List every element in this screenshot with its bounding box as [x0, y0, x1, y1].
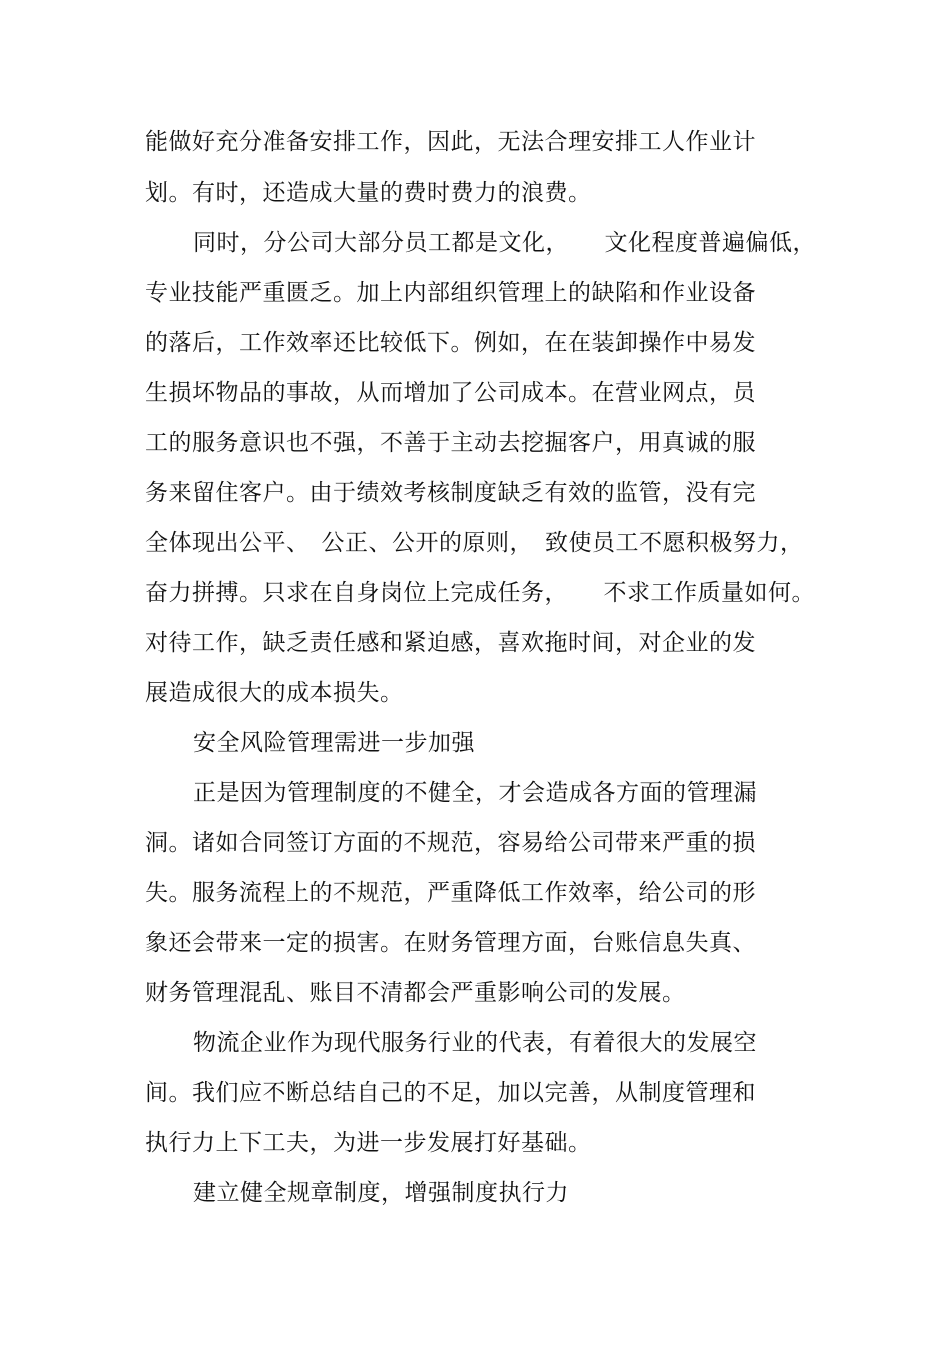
text-line: 对待工作，缺乏责任感和紧迫感，喜欢拖时间，对企业的发 — [145, 630, 756, 656]
paragraph-start: 正是因为管理制度的不健全，才会造成各方面的管理漏 — [193, 780, 757, 806]
text-line: 全体现出公平、 公正、公开的原则， 致使员工不愿积极努力， — [145, 530, 804, 556]
text-line: 专业技能严重匮乏。加上内部组织管理上的缺陷和作业设备 — [145, 280, 756, 306]
text-line: 奋力拼搏。只求在自身岗位上完成任务， 不求工作质量如何。 — [145, 580, 815, 606]
text-line: 能做好充分准备安排工作，因此，无法合理安排工人作业计 — [145, 129, 756, 155]
text-line: 生损坏物品的事故，从而增加了公司成本。在营业网点，员 — [145, 380, 756, 406]
paragraph-start: 同时，分公司大部分员工都是文化， 文化程度普遍偏低， — [193, 230, 816, 256]
text-line: 务来留住客户。由于绩效考核制度缺乏有效的监管，没有完 — [145, 480, 756, 506]
section-heading: 建立健全规章制度，增强制度执行力 — [193, 1180, 569, 1206]
text-line: 划。有时，还造成大量的费时费力的浪费。 — [145, 180, 592, 206]
text-line: 执行力上下工夫，为进一步发展打好基础。 — [145, 1130, 592, 1156]
section-heading: 安全风险管理需进一步加强 — [193, 730, 475, 756]
text-line: 失。服务流程上的不规范，严重降低工作效率，给公司的形 — [145, 880, 756, 906]
text-line: 工的服务意识也不强，不善于主动去挖掘客户，用真诚的服 — [145, 430, 756, 456]
text-line: 洞。诸如合同签订方面的不规范，容易给公司带来严重的损 — [145, 830, 756, 856]
text-line: 间。我们应不断总结自己的不足，加以完善，从制度管理和 — [145, 1080, 756, 1106]
text-line: 财务管理混乱、账目不清都会严重影响公司的发展。 — [145, 980, 686, 1006]
text-line: 象还会带来一定的损害。在财务管理方面，台账信息失真、 — [145, 930, 756, 956]
paragraph-start: 物流企业作为现代服务行业的代表，有着很大的发展空 — [193, 1030, 757, 1056]
text-line: 的落后，工作效率还比较低下。例如，在在装卸操作中易发 — [145, 330, 756, 356]
text-line: 展造成很大的成本损失。 — [145, 680, 404, 706]
